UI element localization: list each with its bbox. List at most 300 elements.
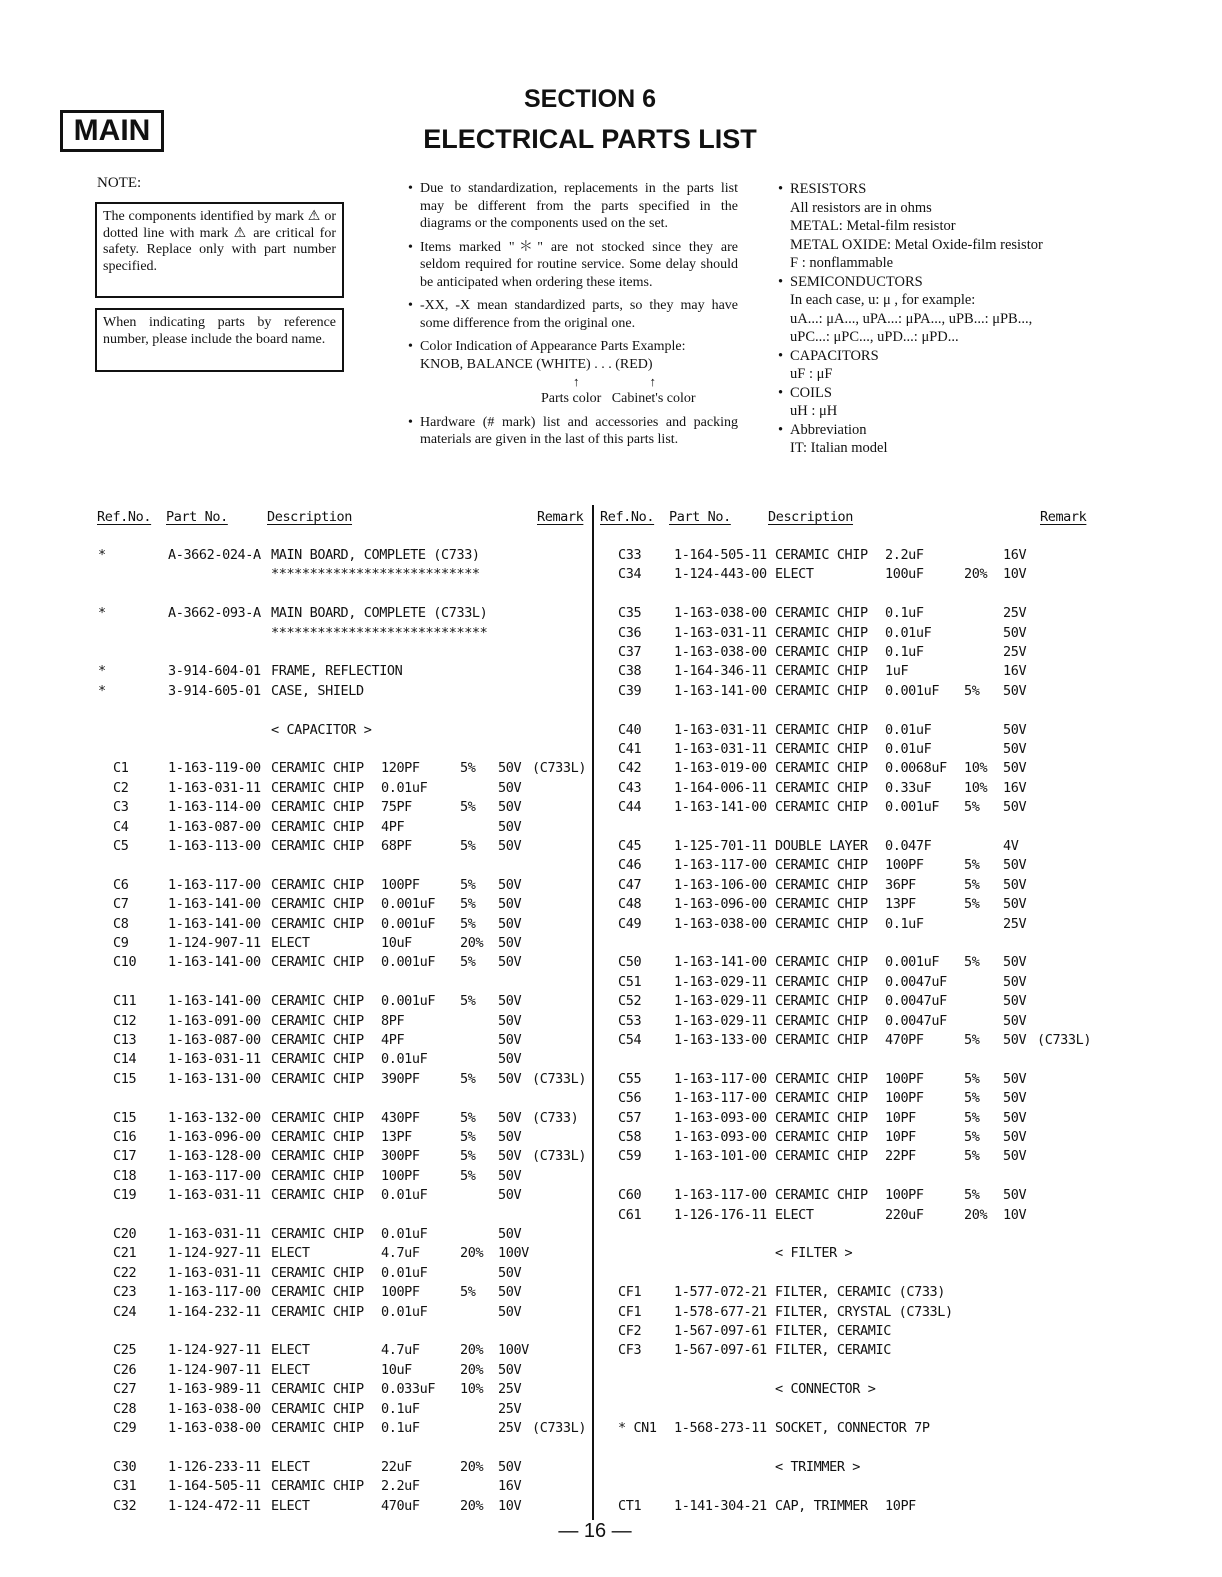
- cell-desc: ELECT: [775, 1206, 814, 1223]
- remark-header: Remark: [537, 509, 584, 525]
- table-row: [0, 1381, 592, 1400]
- cell-part: 1-163-106-00: [674, 876, 767, 893]
- cell-ref: C2: [113, 779, 129, 796]
- table-row: [594, 1323, 1222, 1342]
- board-tag: MAIN: [60, 110, 164, 152]
- cell-tol: 5%: [460, 954, 476, 971]
- cell-part: 1-163-128-00: [168, 1148, 261, 1165]
- cell-ref: C55: [618, 1070, 642, 1087]
- table-spacer: [594, 586, 1222, 605]
- table-row: [0, 1071, 592, 1090]
- table-row: [0, 722, 592, 741]
- cell-val: 100PF: [381, 876, 420, 893]
- cell-tol: 5%: [460, 1070, 476, 1087]
- table-row: [594, 1459, 1222, 1478]
- description-header: Description: [267, 509, 353, 525]
- cell-val: 100PF: [885, 1090, 924, 1107]
- cell-val: 100PF: [885, 857, 924, 874]
- cell-ref: *: [98, 605, 106, 622]
- cell-volt: 50V: [498, 876, 522, 893]
- cell-ref: C1: [113, 760, 129, 777]
- cell-volt: 100V: [498, 1245, 529, 1262]
- cell-part: 1-163-101-00: [674, 1148, 767, 1165]
- table-spacer: [0, 974, 592, 993]
- table-row: [594, 1284, 1222, 1303]
- cell-desc: CERAMIC CHIP: [271, 1051, 364, 1068]
- cell-ref: *: [98, 663, 106, 680]
- cell-part: A-3662-024-A: [168, 547, 261, 563]
- cell-volt: 50V: [1003, 741, 1027, 757]
- cell-part: 1-567-097-61: [674, 1342, 767, 1359]
- cell-val: 10uF: [381, 935, 412, 951]
- cell-val: 0.0047uF: [885, 973, 947, 990]
- cell-ref: C36: [618, 624, 642, 641]
- cell-rem: (C733L): [532, 1070, 587, 1087]
- cell-part: 1-163-093-00: [674, 1129, 767, 1145]
- cell-ref: C50: [618, 954, 642, 971]
- cell-desc: MAIN BOARD, COMPLETE (C733L): [271, 605, 488, 622]
- cell-volt: 16V: [1003, 663, 1027, 680]
- cell-desc: < CAPACITOR >: [271, 721, 372, 738]
- table-row: [0, 625, 592, 644]
- table-row: [594, 1381, 1222, 1400]
- coils-title: • COILS: [778, 384, 1088, 403]
- table-row: [0, 838, 592, 857]
- table-row: [594, 663, 1222, 682]
- cell-val: 36PF: [885, 876, 916, 893]
- table-spacer: [0, 1323, 592, 1342]
- table-row: [0, 993, 592, 1012]
- table-spacer: [594, 1051, 1222, 1070]
- cell-part: 1-163-141-00: [168, 954, 261, 971]
- cell-tol: 5%: [460, 760, 476, 777]
- cell-part: 1-163-119-00: [168, 760, 261, 777]
- cell-part: 1-141-304-21: [674, 1497, 767, 1514]
- cell-volt: 50V: [498, 779, 522, 796]
- table-row: [0, 1459, 592, 1478]
- cell-rem: (C733L): [532, 1148, 587, 1165]
- cell-desc: CERAMIC CHIP: [775, 1090, 868, 1107]
- cell-val: 0.01uF: [885, 624, 932, 641]
- table-spacer: [594, 1439, 1222, 1458]
- table-row: [594, 780, 1222, 799]
- up-arrow-icon: ↑: [573, 374, 580, 389]
- cell-part: 1-163-117-00: [674, 1070, 767, 1087]
- cell-ref: C15: [113, 1070, 137, 1087]
- cell-part: 1-124-472-11: [168, 1497, 261, 1514]
- cell-desc: MAIN BOARD, COMPLETE (C733): [271, 547, 480, 563]
- cell-desc: CERAMIC CHIP: [271, 1284, 364, 1301]
- cell-tol: 5%: [964, 1129, 980, 1145]
- cell-tol: 5%: [460, 1148, 476, 1165]
- cell-desc: CERAMIC CHIP: [775, 1109, 868, 1126]
- cell-val: 0.033uF: [381, 1381, 436, 1398]
- table-row: [0, 935, 592, 954]
- cell-part: 1-124-927-11: [168, 1342, 261, 1359]
- table-row: [594, 1498, 1222, 1517]
- table-spacer: [0, 702, 592, 721]
- table-row: [0, 1304, 592, 1323]
- cell-part: 1-163-093-00: [674, 1109, 767, 1126]
- cell-part: 1-164-006-11: [674, 779, 767, 796]
- cell-val: 0.0047uF: [885, 993, 947, 1010]
- note-label: NOTE:: [97, 175, 142, 191]
- cell-ref: C52: [618, 993, 642, 1010]
- cell-ref: C59: [618, 1148, 642, 1165]
- cell-desc: CERAMIC CHIP: [271, 1478, 364, 1495]
- cell-desc: CERAMIC CHIP: [271, 1167, 364, 1184]
- cell-tol: 5%: [460, 915, 476, 932]
- cell-desc: FILTER, CERAMIC: [775, 1323, 891, 1339]
- cell-desc: CERAMIC CHIP: [775, 993, 868, 1010]
- cell-desc: CERAMIC CHIP: [775, 760, 868, 777]
- cell-desc: CERAMIC CHIP: [775, 915, 868, 932]
- cell-ref: C61: [618, 1206, 642, 1223]
- cell-ref: CF2: [618, 1323, 642, 1339]
- cell-val: 0.01uF: [381, 1051, 428, 1068]
- cell-desc: ELECT: [271, 1361, 310, 1378]
- cell-tol: 5%: [460, 838, 476, 854]
- cell-part: 1-163-029-11: [674, 1012, 767, 1029]
- cell-part: 1-163-141-00: [168, 896, 261, 913]
- cell-desc: FILTER, CRYSTAL (C733L): [775, 1303, 953, 1320]
- cell-val: 0.01uF: [381, 779, 428, 796]
- cell-desc: CERAMIC CHIP: [775, 779, 868, 796]
- cell-part: 1-163-087-00: [168, 1032, 261, 1048]
- cell-desc: CERAMIC CHIP: [271, 1070, 364, 1087]
- cell-tol: 5%: [964, 1090, 980, 1107]
- cell-desc: CAP, TRIMMER: [775, 1497, 868, 1514]
- section-heading: SECTION 6: [524, 85, 656, 113]
- cell-desc: CERAMIC CHIP: [271, 915, 364, 932]
- cell-volt: 50V: [1003, 721, 1027, 738]
- cell-tol: 20%: [460, 1361, 484, 1378]
- table-row: [594, 1110, 1222, 1129]
- cell-desc: CERAMIC CHIP: [271, 993, 364, 1010]
- cell-val: 100PF: [381, 1284, 420, 1301]
- safety-note-box: The components identified by mark ⚠ or dotted line with mark ⚠ are critical for safety. Replace only with part number specified.: [95, 202, 344, 298]
- cell-desc: CERAMIC CHIP: [775, 605, 868, 622]
- cell-desc: CERAMIC CHIP: [775, 973, 868, 990]
- table-row: [0, 1226, 592, 1245]
- cell-desc: CERAMIC CHIP: [271, 799, 364, 816]
- cell-part: 1-163-114-00: [168, 799, 261, 816]
- cell-volt: 100V: [498, 1342, 529, 1359]
- left-parts-table: [0, 547, 592, 1517]
- cell-ref: C35: [618, 605, 642, 622]
- table-row: [594, 625, 1222, 644]
- cell-desc: FILTER, CERAMIC: [775, 1342, 891, 1359]
- cell-desc: CERAMIC CHIP: [775, 896, 868, 913]
- semiconductors-line: In each case, u: μ , for example:: [790, 292, 976, 308]
- cell-rem: (C733): [532, 1109, 579, 1126]
- cell-desc: FILTER, CERAMIC (C733): [775, 1284, 946, 1301]
- table-row: [594, 722, 1222, 741]
- cell-part: 1-124-443-00: [674, 566, 767, 583]
- cell-ref: * CN1: [618, 1420, 657, 1436]
- table-row: [594, 1013, 1222, 1032]
- table-row: [0, 1245, 592, 1264]
- cell-desc: CERAMIC CHIP: [271, 1012, 364, 1029]
- cell-val: 0.001uF: [381, 954, 436, 971]
- cell-val: 0.01uF: [381, 1303, 428, 1320]
- cell-part: 1-163-141-00: [674, 954, 767, 971]
- table-spacer: [594, 702, 1222, 721]
- table-row: [0, 663, 592, 682]
- table-row: [594, 1187, 1222, 1206]
- cell-val: 0.1uF: [885, 915, 924, 932]
- cell-desc: CERAMIC CHIP: [271, 1226, 364, 1242]
- cell-val: 0.33uF: [885, 779, 932, 796]
- table-row: [0, 1187, 592, 1206]
- cell-ref: C9: [113, 935, 129, 951]
- cell-desc: ELECT: [271, 1342, 310, 1359]
- cell-val: 10PF: [885, 1129, 916, 1145]
- cell-volt: 50V: [498, 954, 522, 971]
- cell-desc: CERAMIC CHIP: [775, 876, 868, 893]
- cell-ref: C11: [113, 993, 137, 1010]
- cell-tol: 5%: [460, 1129, 476, 1145]
- cell-part: 1-163-117-00: [674, 1090, 767, 1107]
- cell-part: 1-124-927-11: [168, 1245, 261, 1262]
- cell-volt: 50V: [498, 1012, 522, 1029]
- cell-ref: C4: [113, 818, 129, 835]
- table-row: [594, 877, 1222, 896]
- table-spacer: [0, 586, 592, 605]
- cell-ref: C32: [113, 1497, 137, 1514]
- cell-volt: 50V: [1003, 1032, 1027, 1048]
- cell-ref: C5: [113, 838, 129, 854]
- cell-part: 1-163-031-11: [168, 1187, 261, 1204]
- cell-val: 430PF: [381, 1109, 420, 1126]
- cell-rem: (C733L): [1037, 1032, 1092, 1048]
- cell-volt: 50V: [1003, 1187, 1027, 1204]
- cell-part: 1-163-132-00: [168, 1109, 261, 1126]
- cell-tol: 5%: [460, 993, 476, 1010]
- cell-val: 0.1uF: [381, 1420, 420, 1436]
- cell-val: 0.047F: [885, 838, 932, 854]
- cell-volt: 25V: [1003, 605, 1027, 622]
- cell-volt: 50V: [1003, 760, 1027, 777]
- table-row: [0, 1284, 592, 1303]
- cell-part: 1-163-087-00: [168, 818, 261, 835]
- cell-desc: CERAMIC CHIP: [775, 799, 868, 816]
- cell-ref: C26: [113, 1361, 137, 1378]
- cell-part: 1-164-505-11: [168, 1478, 261, 1495]
- cell-volt: 50V: [498, 1303, 522, 1320]
- cell-ref: C53: [618, 1012, 642, 1029]
- cell-desc: SOCKET, CONNECTOR 7P: [775, 1420, 930, 1436]
- cell-ref: C48: [618, 896, 642, 913]
- cell-volt: 25V: [498, 1420, 522, 1436]
- cell-tol: 10%: [964, 760, 988, 777]
- cell-tol: 5%: [964, 1070, 980, 1087]
- table-spacer: [0, 644, 592, 663]
- cell-ref: C37: [618, 644, 642, 660]
- cell-desc: CASE, SHIELD: [271, 682, 364, 699]
- cell-ref: CF1: [618, 1303, 642, 1320]
- table-row: [0, 547, 592, 566]
- cell-desc: CERAMIC CHIP: [271, 1109, 364, 1126]
- cell-volt: 50V: [498, 1148, 522, 1165]
- cell-tol: 5%: [964, 1148, 980, 1165]
- color-arrows: [408, 373, 738, 390]
- table-row: [0, 1148, 592, 1167]
- cell-tol: 5%: [964, 682, 980, 699]
- cell-val: 220uF: [885, 1206, 924, 1223]
- note-standardized-parts: • -XX, -X mean standardized parts, so they may have some difference from the original one.: [408, 297, 738, 332]
- cell-volt: 50V: [498, 1458, 522, 1475]
- table-spacer: [594, 1478, 1222, 1497]
- cell-tol: 5%: [460, 1109, 476, 1126]
- cell-part: 1-163-038-00: [674, 605, 767, 622]
- cell-desc: CERAMIC CHIP: [271, 1032, 364, 1048]
- note-color-indication: • Color Indication of Appearance Parts Example:: [408, 338, 738, 356]
- abbreviation-line: IT: Italian model: [790, 440, 888, 456]
- part-header: Part No.: [669, 509, 731, 525]
- cell-val: 0.001uF: [885, 954, 940, 971]
- cell-volt: 50V: [498, 1226, 522, 1242]
- cell-desc: CERAMIC CHIP: [271, 779, 364, 796]
- cell-ref: C22: [113, 1264, 137, 1281]
- resistors-line: METAL: Metal-film resistor: [790, 218, 956, 234]
- cell-rem: (C733L): [532, 1420, 587, 1436]
- table-row: [0, 954, 592, 973]
- table-row: [594, 1090, 1222, 1109]
- cell-volt: 50V: [1003, 1129, 1027, 1145]
- cell-tol: 10%: [460, 1381, 484, 1398]
- table-spacer: [0, 1439, 592, 1458]
- cell-tol: 20%: [460, 1245, 484, 1262]
- cell-volt: 25V: [498, 1400, 522, 1417]
- cell-volt: 10V: [1003, 566, 1027, 583]
- cell-part: 1-163-091-00: [168, 1012, 261, 1029]
- cell-tol: 20%: [964, 1206, 988, 1223]
- table-row: [594, 644, 1222, 663]
- cell-val: 0.1uF: [885, 644, 924, 660]
- cell-val: 22uF: [381, 1458, 412, 1475]
- cell-ref: C34: [618, 566, 642, 583]
- cell-val: 0.001uF: [381, 896, 436, 913]
- abbreviation-title: • Abbreviation: [778, 421, 1088, 440]
- cell-desc: CERAMIC CHIP: [271, 1303, 364, 1320]
- table-spacer: [594, 1265, 1222, 1284]
- table-row: [594, 1420, 1222, 1439]
- cell-volt: 50V: [1003, 857, 1027, 874]
- resistors-line: All resistors are in ohms: [790, 199, 932, 216]
- cell-desc: CERAMIC CHIP: [271, 1420, 364, 1436]
- table-row: [594, 1245, 1222, 1264]
- cell-part: 1-163-117-00: [168, 1284, 261, 1301]
- cell-tol: 5%: [460, 1167, 476, 1184]
- cell-ref: C24: [113, 1303, 137, 1320]
- cell-ref: C23: [113, 1284, 137, 1301]
- cell-desc: ****************************: [271, 624, 488, 641]
- cell-desc: CERAMIC CHIP: [775, 857, 868, 874]
- cell-tol: 10%: [964, 779, 988, 796]
- cell-ref: C21: [113, 1245, 137, 1262]
- cell-ref: C14: [113, 1051, 137, 1068]
- cell-part: 1-163-133-00: [674, 1032, 767, 1048]
- table-spacer: [0, 857, 592, 876]
- semiconductors-title: • SEMICONDUCTORS: [778, 273, 1088, 292]
- cell-val: 0.001uF: [381, 915, 436, 932]
- cell-volt: 25V: [498, 1381, 522, 1398]
- table-row: [594, 741, 1222, 760]
- cell-desc: CERAMIC CHIP: [775, 1148, 868, 1165]
- cell-val: 13PF: [885, 896, 916, 913]
- cell-ref: C51: [618, 973, 642, 990]
- cell-desc: CERAMIC CHIP: [271, 954, 364, 971]
- cell-desc: FRAME, REFLECTION: [271, 663, 403, 680]
- cell-tol: 5%: [964, 1032, 980, 1048]
- table-spacer: [594, 1401, 1222, 1420]
- cell-desc: CERAMIC CHIP: [775, 644, 868, 660]
- cell-volt: 10V: [1003, 1206, 1027, 1223]
- cell-tol: 20%: [964, 566, 988, 583]
- cell-ref: C20: [113, 1226, 137, 1242]
- cell-val: 0.0068uF: [885, 760, 947, 777]
- component-notes: [778, 180, 1088, 458]
- cell-val: 22PF: [885, 1148, 916, 1165]
- table-row: [0, 896, 592, 915]
- cell-volt: 50V: [498, 1284, 522, 1301]
- cell-part: 1-163-096-00: [674, 896, 767, 913]
- cell-desc: < TRIMMER >: [775, 1458, 861, 1475]
- table-row: [594, 954, 1222, 973]
- cell-desc: CERAMIC CHIP: [775, 741, 868, 757]
- cell-val: 300PF: [381, 1148, 420, 1165]
- cell-part: 1-163-031-11: [168, 1051, 261, 1068]
- cell-part: 3-914-605-01: [168, 682, 261, 699]
- cell-volt: 50V: [1003, 1012, 1027, 1029]
- part-header: Part No.: [166, 509, 228, 525]
- table-row: [0, 799, 592, 818]
- table-row: [0, 566, 592, 585]
- cell-ref: CF1: [618, 1284, 642, 1301]
- cell-part: 1-125-701-11: [674, 838, 767, 854]
- cell-ref: C25: [113, 1342, 137, 1359]
- cell-desc: < FILTER >: [775, 1245, 853, 1262]
- cell-part: 1-163-029-11: [674, 993, 767, 1010]
- cell-ref: C29: [113, 1420, 137, 1436]
- cell-part: 1-163-989-11: [168, 1381, 261, 1398]
- cell-tol: 5%: [964, 857, 980, 874]
- cell-val: 0.01uF: [885, 741, 932, 757]
- cabinet-color-label: Cabinet's color: [611, 391, 696, 406]
- resistors-title: • RESISTORS: [778, 180, 1088, 199]
- cell-volt: 50V: [1003, 682, 1027, 699]
- cell-val: 0.01uF: [381, 1226, 428, 1242]
- cell-part: 1-124-907-11: [168, 1361, 261, 1378]
- cell-volt: 50V: [1003, 993, 1027, 1010]
- table-row: [594, 896, 1222, 915]
- cell-ref: C54: [618, 1032, 642, 1048]
- table-spacer: [594, 1362, 1222, 1381]
- cell-part: 1-163-031-11: [168, 1226, 261, 1242]
- table-row: [0, 683, 592, 702]
- cell-val: 390PF: [381, 1070, 420, 1087]
- table-row: [594, 838, 1222, 857]
- cell-ref: C38: [618, 663, 642, 680]
- cell-volt: 50V: [498, 760, 522, 777]
- table-row: [0, 1051, 592, 1070]
- cell-ref: C46: [618, 857, 642, 874]
- color-example: KNOB, BALANCE (WHITE) . . . (RED): [420, 356, 653, 372]
- cell-desc: CERAMIC CHIP: [271, 838, 364, 854]
- cell-part: 3-914-604-01: [168, 663, 261, 680]
- cell-ref: CF3: [618, 1342, 642, 1359]
